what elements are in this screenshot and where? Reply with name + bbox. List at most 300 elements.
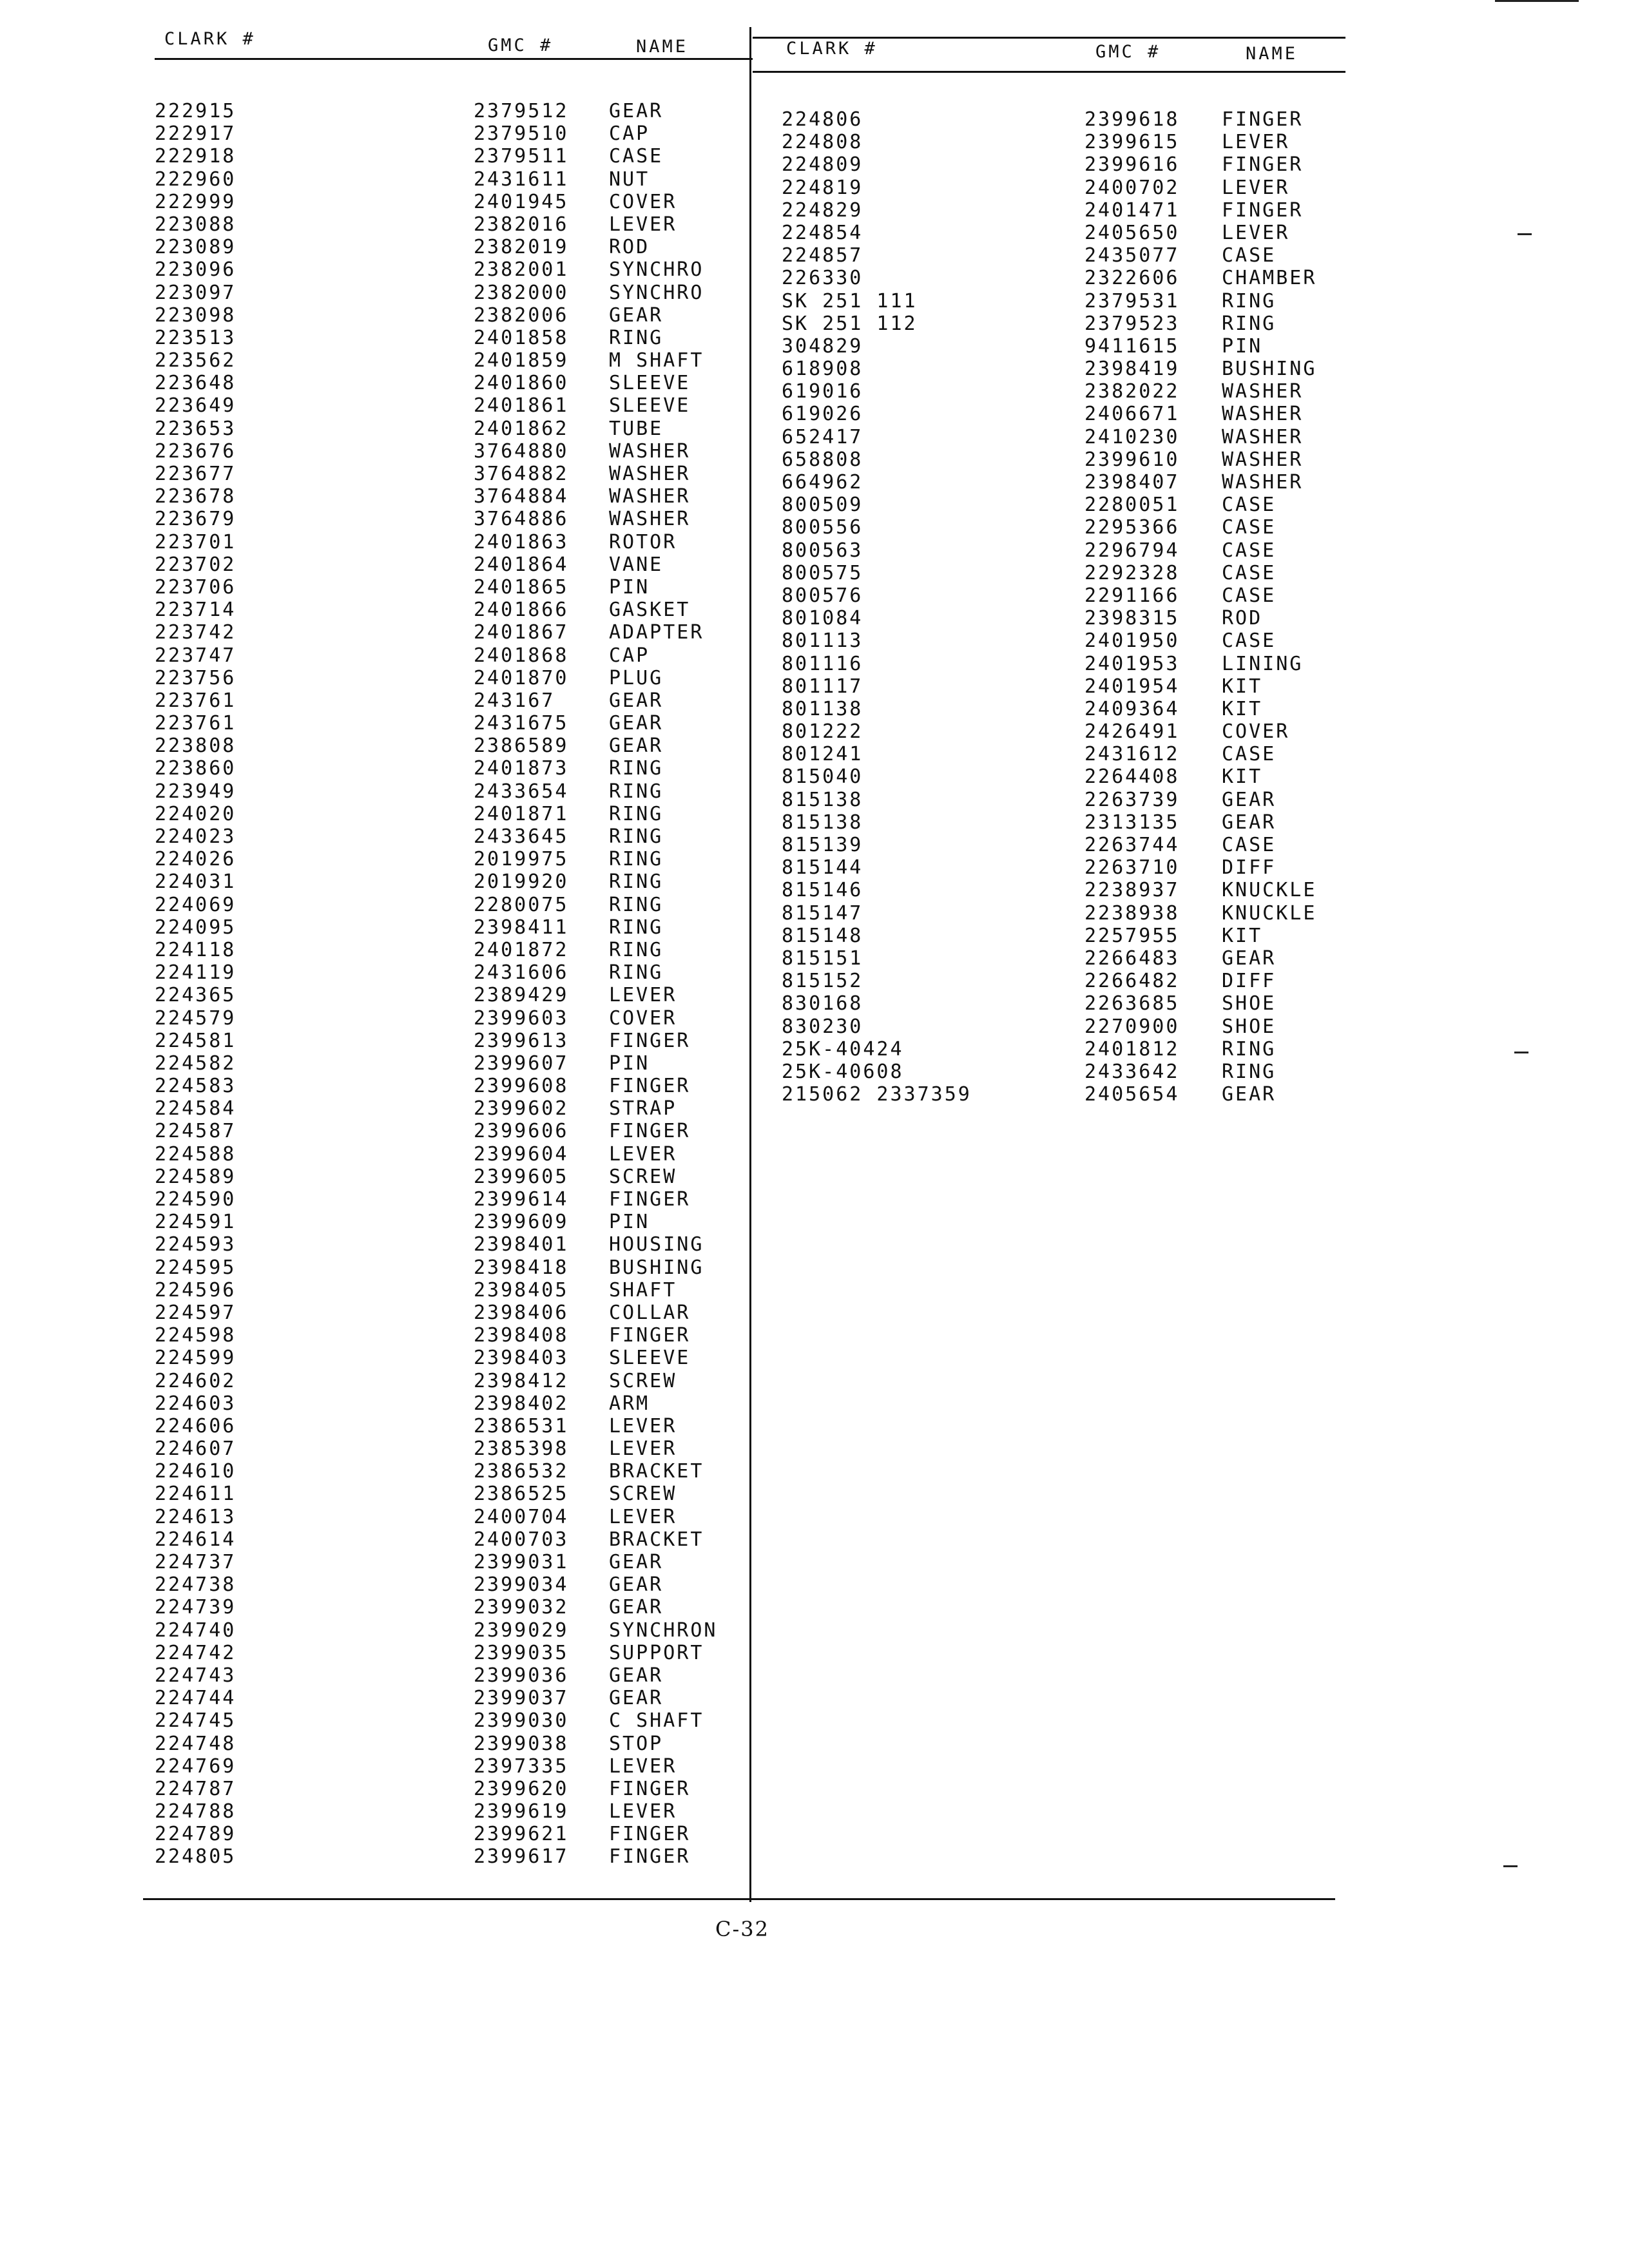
parts-row: [155, 1437, 741, 1460]
gmc-cell: 2399614: [474, 1188, 569, 1211]
parts-row: [782, 403, 1349, 425]
name-cell: GEAR: [1222, 1083, 1277, 1106]
name-cell: BUSHING: [609, 1256, 704, 1279]
name-cell: CASE: [1222, 629, 1277, 653]
clark-cell: 223653: [155, 417, 236, 440]
clark-cell: 224743: [155, 1664, 236, 1687]
gmc-cell: 2266483: [1084, 947, 1180, 970]
gmc-cell: 2410230: [1084, 425, 1180, 448]
gmc-cell: 2431611: [474, 168, 569, 191]
name-cell: LEVER: [609, 1505, 677, 1528]
clark-cell: 224069: [155, 893, 236, 916]
left-header-rule: [155, 58, 753, 60]
clark-cell: 224596: [155, 1278, 236, 1302]
gmc-cell: 2398419: [1084, 358, 1180, 381]
gmc-cell: 2399621: [474, 1823, 569, 1846]
gmc-cell: 2291166: [1084, 584, 1180, 607]
parts-row: [782, 653, 1349, 675]
gmc-cell: 2399609: [474, 1211, 569, 1234]
gmc-cell: 2379511: [474, 145, 569, 168]
clark-cell: 815138: [782, 811, 863, 834]
gmc-cell: 3764884: [474, 485, 569, 508]
gmc-cell: 2401812: [1084, 1037, 1180, 1061]
clark-cell: 224582: [155, 1052, 236, 1075]
parts-row: [155, 1347, 741, 1369]
clark-cell: 223679: [155, 508, 236, 531]
parts-row: [155, 621, 741, 644]
gmc-cell: 2382006: [474, 303, 569, 327]
parts-row: [155, 1007, 741, 1030]
name-cell: LEVER: [609, 213, 677, 236]
clark-cell: 224744: [155, 1687, 236, 1710]
name-cell: GEAR: [1222, 811, 1277, 834]
parts-row: [155, 1075, 741, 1097]
name-cell: FINGER: [1222, 153, 1304, 177]
gmc-cell: 2264408: [1084, 765, 1180, 789]
clark-cell: 801113: [782, 629, 863, 653]
parts-row: [155, 1302, 741, 1324]
parts-row: [155, 689, 741, 712]
gmc-cell: 2401945: [474, 190, 569, 213]
parts-row: [782, 720, 1349, 743]
parts-row: [782, 743, 1349, 765]
parts-row: [782, 244, 1349, 267]
name-cell: CHAMBER: [1222, 267, 1317, 290]
clark-cell: 224607: [155, 1437, 236, 1461]
name-cell: ADAPTER: [609, 621, 704, 644]
gmc-cell: 2280051: [1084, 494, 1180, 517]
name-cell: BUSHING: [1222, 358, 1317, 381]
parts-row: [155, 1097, 741, 1120]
gmc-cell: 2401870: [474, 666, 569, 689]
gmc-cell: 2398403: [474, 1347, 569, 1370]
parts-row: [155, 1619, 741, 1642]
parts-row: [155, 780, 741, 803]
parts-row: [155, 1755, 741, 1778]
name-cell: KIT: [1222, 697, 1263, 720]
gmc-cell: 2401865: [474, 575, 569, 599]
gmc-cell: 2409364: [1084, 697, 1180, 720]
gmc-cell: 2405654: [1084, 1083, 1180, 1106]
name-cell: GASKET: [609, 599, 691, 622]
gmc-cell: 2382022: [1084, 380, 1180, 403]
parts-row: [155, 667, 741, 689]
name-cell: ROD: [609, 236, 650, 259]
parts-row: [782, 494, 1349, 516]
name-cell: WASHER: [609, 463, 691, 485]
parts-row: [782, 335, 1349, 358]
parts-row: [782, 992, 1349, 1015]
gmc-cell: 2401866: [474, 599, 569, 622]
clark-cell: 224742: [155, 1641, 236, 1664]
clark-cell: 815148: [782, 924, 863, 947]
name-cell: VANE: [609, 553, 664, 576]
gmc-cell: 2399610: [1084, 448, 1180, 471]
right-header-rule: [753, 71, 1345, 73]
name-cell: FINGER: [609, 1188, 691, 1211]
parts-row: [155, 327, 741, 349]
clark-cell: 224031: [155, 870, 236, 894]
parts-row: [155, 712, 741, 735]
clark-cell: 224599: [155, 1347, 236, 1370]
parts-row: [782, 562, 1349, 584]
parts-row: [155, 1709, 741, 1732]
clark-cell: 800575: [782, 561, 863, 584]
name-cell: CASE: [1222, 584, 1277, 607]
clark-cell: 224119: [155, 961, 236, 985]
name-cell: KIT: [1222, 765, 1263, 789]
parts-row: [155, 1279, 741, 1302]
clark-cell: 223706: [155, 575, 236, 599]
parts-row: [155, 803, 741, 825]
gmc-cell: 2270900: [1084, 1015, 1180, 1038]
gmc-cell: 2400703: [474, 1528, 569, 1551]
parts-row: [155, 236, 741, 258]
gmc-cell: 2399030: [474, 1709, 569, 1733]
parts-row: [782, 267, 1349, 289]
gmc-cell: 2399036: [474, 1664, 569, 1687]
name-cell: CASE: [1222, 539, 1277, 562]
name-cell: STOP: [609, 1732, 664, 1755]
name-cell: LINING: [1222, 652, 1304, 675]
gmc-cell: 2379510: [474, 122, 569, 146]
parts-row: [155, 1687, 741, 1709]
parts-row: [155, 1460, 741, 1483]
clark-cell: 223513: [155, 326, 236, 349]
name-cell: SCREW: [609, 1165, 677, 1188]
margin-dash: [1503, 1865, 1518, 1867]
name-cell: GEAR: [1222, 947, 1277, 970]
parts-row: [155, 894, 741, 916]
parts-row: [155, 1733, 741, 1755]
clark-cell: 224737: [155, 1551, 236, 1573]
name-cell: COVER: [1222, 720, 1290, 744]
name-cell: CAP: [609, 122, 650, 146]
column-divider: [749, 27, 751, 1902]
name-cell: FINGER: [609, 1324, 691, 1347]
name-cell: FINGER: [609, 1777, 691, 1800]
clark-cell: 224606: [155, 1414, 236, 1437]
parts-row: [782, 675, 1349, 698]
clark-cell: 224581: [155, 1029, 236, 1052]
clark-cell: 224020: [155, 802, 236, 825]
clark-cell: 801116: [782, 652, 863, 675]
clark-cell: 815040: [782, 765, 863, 789]
parts-row: [782, 629, 1349, 652]
gmc-cell: 2385398: [474, 1437, 569, 1461]
parts-row: [782, 607, 1349, 629]
gmc-cell: 2263739: [1084, 788, 1180, 811]
gmc-cell: 9411615: [1084, 334, 1180, 358]
name-cell: FINGER: [1222, 198, 1304, 222]
clark-cell: 223714: [155, 599, 236, 622]
parts-row: [155, 418, 741, 440]
name-cell: COVER: [609, 190, 677, 213]
clark-cell: 226330: [782, 267, 863, 290]
gmc-cell: 2426491: [1084, 720, 1180, 744]
clark-cell: 830168: [782, 992, 863, 1015]
left-header-name: NAME: [636, 37, 689, 57]
parts-row: [155, 644, 741, 667]
name-cell: SYNCHRO: [609, 281, 704, 304]
gmc-cell: 2405650: [1084, 221, 1180, 244]
name-cell: WASHER: [1222, 471, 1304, 494]
parts-row: [155, 122, 741, 145]
gmc-cell: 2398408: [474, 1324, 569, 1347]
name-cell: ARM: [609, 1392, 650, 1415]
gmc-cell: 2400702: [1084, 176, 1180, 199]
gmc-cell: 3764880: [474, 439, 569, 463]
gmc-cell: 2398405: [474, 1278, 569, 1302]
gmc-cell: 2399029: [474, 1619, 569, 1642]
right-parts-list: [782, 108, 1349, 1106]
name-cell: SHOE: [1222, 992, 1277, 1015]
name-cell: TUBE: [609, 417, 664, 440]
clark-cell: 619026: [782, 403, 863, 426]
parts-row: [782, 879, 1349, 901]
gmc-cell: 2401954: [1084, 675, 1180, 698]
gmc-cell: 2433654: [474, 780, 569, 803]
clark-cell: 223756: [155, 666, 236, 689]
name-cell: SYNCHRO: [609, 258, 704, 282]
name-cell: RING: [609, 802, 664, 825]
gmc-cell: 2398401: [474, 1233, 569, 1256]
name-cell: M SHAFT: [609, 349, 704, 372]
gmc-cell: 2399603: [474, 1006, 569, 1030]
name-cell: WASHER: [1222, 380, 1304, 403]
parts-row: [155, 440, 741, 463]
parts-row: [782, 312, 1349, 335]
gmc-cell: 2397335: [474, 1754, 569, 1778]
clark-cell: 224829: [782, 198, 863, 222]
name-cell: RING: [609, 870, 664, 894]
gmc-cell: 2386531: [474, 1414, 569, 1437]
clark-cell: 223562: [155, 349, 236, 372]
clark-cell: 223808: [155, 735, 236, 758]
clark-cell: 815138: [782, 788, 863, 811]
clark-cell: 224613: [155, 1505, 236, 1528]
clark-cell: 801222: [782, 720, 863, 744]
name-cell: RING: [609, 848, 664, 871]
clark-cell: 224769: [155, 1754, 236, 1778]
name-cell: COVER: [609, 1006, 677, 1030]
clark-cell: 223678: [155, 485, 236, 508]
name-cell: RING: [609, 938, 664, 961]
clark-cell: 224587: [155, 1120, 236, 1143]
parts-row: [782, 811, 1349, 834]
gmc-cell: 2398411: [474, 916, 569, 939]
name-cell: SHAFT: [609, 1278, 677, 1302]
clark-cell: 223648: [155, 372, 236, 395]
clark-cell: 224584: [155, 1097, 236, 1120]
parts-row: [782, 358, 1349, 380]
clark-cell: 224809: [782, 153, 863, 177]
clark-cell: 223949: [155, 780, 236, 803]
clark-cell: 224788: [155, 1800, 236, 1823]
name-cell: RING: [1222, 1037, 1277, 1061]
clark-cell: 223098: [155, 303, 236, 327]
clark-cell: 652417: [782, 425, 863, 448]
parts-row: [155, 1143, 741, 1166]
clark-cell: 224805: [155, 1845, 236, 1869]
clark-cell: 224597: [155, 1301, 236, 1324]
name-cell: PIN: [609, 1052, 650, 1075]
parts-row: [782, 290, 1349, 312]
parts-row: [155, 1642, 741, 1664]
gmc-cell: 2386525: [474, 1483, 569, 1506]
clark-cell: 223761: [155, 712, 236, 735]
name-cell: KIT: [1222, 924, 1263, 947]
clark-cell: 815147: [782, 901, 863, 925]
parts-row: [155, 1573, 741, 1596]
gmc-cell: 2379523: [1084, 312, 1180, 335]
parts-row: [155, 1120, 741, 1142]
gmc-cell: 2398402: [474, 1392, 569, 1415]
name-cell: WASHER: [1222, 425, 1304, 448]
name-cell: WASHER: [609, 508, 691, 531]
gmc-cell: 2398407: [1084, 471, 1180, 494]
gmc-cell: 2379531: [1084, 289, 1180, 312]
left-header-gmc: GMC #: [488, 35, 554, 55]
gmc-cell: 2399606: [474, 1120, 569, 1143]
parts-row: [155, 1528, 741, 1551]
gmc-cell: 2257955: [1084, 924, 1180, 947]
name-cell: KNUCKLE: [1222, 901, 1317, 925]
name-cell: RING: [609, 916, 664, 939]
parts-row: [155, 463, 741, 485]
left-parts-list: [155, 100, 741, 1869]
clark-cell: 800556: [782, 516, 863, 539]
parts-row: [782, 108, 1349, 131]
clark-cell: 224787: [155, 1777, 236, 1800]
clark-cell: 224588: [155, 1142, 236, 1166]
clark-cell: 801138: [782, 697, 863, 720]
clark-cell: 801117: [782, 675, 863, 698]
gmc-cell: 2401858: [474, 326, 569, 349]
page-number: C-32: [715, 1917, 770, 1941]
parts-row: [782, 426, 1349, 448]
name-cell: LEVER: [609, 1437, 677, 1461]
parts-row: [782, 947, 1349, 970]
clark-cell: 801084: [782, 607, 863, 630]
clark-cell: 223649: [155, 394, 236, 418]
clark-cell: 224579: [155, 1006, 236, 1030]
clark-cell: 224745: [155, 1709, 236, 1733]
name-cell: SCREW: [609, 1483, 677, 1506]
parts-row: [155, 553, 741, 576]
name-cell: RING: [609, 961, 664, 985]
gmc-cell: 2431606: [474, 961, 569, 985]
name-cell: CASE: [609, 145, 664, 168]
parts-row: [155, 213, 741, 236]
clark-cell: 224614: [155, 1528, 236, 1551]
parts-row: [155, 1392, 741, 1415]
gmc-cell: 2238937: [1084, 879, 1180, 902]
gmc-cell: 2399032: [474, 1596, 569, 1619]
clark-cell: 222917: [155, 122, 236, 146]
parts-row: [782, 1083, 1349, 1106]
name-cell: GEAR: [609, 100, 664, 122]
gmc-cell: 2401861: [474, 394, 569, 418]
gmc-cell: 3764882: [474, 463, 569, 485]
name-cell: GEAR: [609, 1687, 664, 1710]
right-header-gmc: GMC #: [1095, 42, 1161, 62]
name-cell: GEAR: [609, 712, 664, 735]
name-cell: PLUG: [609, 666, 664, 689]
parts-row: [782, 539, 1349, 562]
parts-row: [782, 1038, 1349, 1061]
clark-cell: 224595: [155, 1256, 236, 1279]
name-cell: CAP: [609, 644, 650, 667]
gmc-cell: 2263685: [1084, 992, 1180, 1015]
gmc-cell: 2399038: [474, 1732, 569, 1755]
parts-row: [155, 1052, 741, 1075]
name-cell: WASHER: [609, 439, 691, 463]
gmc-cell: 2398406: [474, 1301, 569, 1324]
parts-row: [155, 1324, 741, 1347]
name-cell: BRACKET: [609, 1528, 704, 1551]
gmc-cell: 2382019: [474, 236, 569, 259]
parts-row: [155, 576, 741, 599]
name-cell: SLEEVE: [609, 394, 691, 418]
name-cell: CASE: [1222, 834, 1277, 856]
name-cell: SLEEVE: [609, 372, 691, 395]
parts-row: [155, 1256, 741, 1279]
parts-row: [155, 485, 741, 508]
name-cell: KNUCKLE: [1222, 879, 1317, 902]
margin-dash: [1514, 1052, 1528, 1053]
clark-cell: 815152: [782, 970, 863, 993]
parts-row: [155, 145, 741, 168]
gmc-cell: 2399618: [1084, 108, 1180, 131]
name-cell: RING: [609, 780, 664, 803]
name-cell: SYNCHRON: [609, 1619, 718, 1642]
name-cell: RING: [1222, 289, 1277, 312]
gmc-cell: 2401871: [474, 802, 569, 825]
parts-row: [155, 984, 741, 1006]
clark-cell: 223742: [155, 621, 236, 644]
gmc-cell: 2399034: [474, 1573, 569, 1597]
clark-cell: 224583: [155, 1075, 236, 1098]
gmc-cell: 2263710: [1084, 856, 1180, 879]
clark-cell: 815139: [782, 834, 863, 856]
clark-cell: 224593: [155, 1233, 236, 1256]
name-cell: HOUSING: [609, 1233, 704, 1256]
name-cell: RING: [609, 326, 664, 349]
parts-row: [155, 1483, 741, 1505]
name-cell: SLEEVE: [609, 1347, 691, 1370]
clark-cell: 800576: [782, 584, 863, 607]
parts-row: [155, 1506, 741, 1528]
name-cell: CASE: [1222, 743, 1277, 766]
gmc-cell: 2292328: [1084, 561, 1180, 584]
left-header-clark: CLARK #: [164, 29, 256, 49]
gmc-cell: 2401872: [474, 938, 569, 961]
clark-cell: 618908: [782, 358, 863, 381]
clark-cell: 224603: [155, 1392, 236, 1415]
gmc-cell: 2399608: [474, 1075, 569, 1098]
clark-cell: 224598: [155, 1324, 236, 1347]
gmc-cell: 2266482: [1084, 970, 1180, 993]
parts-row: [155, 848, 741, 870]
clark-cell: 224095: [155, 916, 236, 939]
gmc-cell: 2401864: [474, 553, 569, 576]
clark-cell: 224738: [155, 1573, 236, 1597]
gmc-cell: 2398315: [1084, 607, 1180, 630]
clark-cell: 224365: [155, 984, 236, 1007]
gmc-cell: 2433642: [1084, 1060, 1180, 1083]
clark-cell: 223677: [155, 463, 236, 485]
